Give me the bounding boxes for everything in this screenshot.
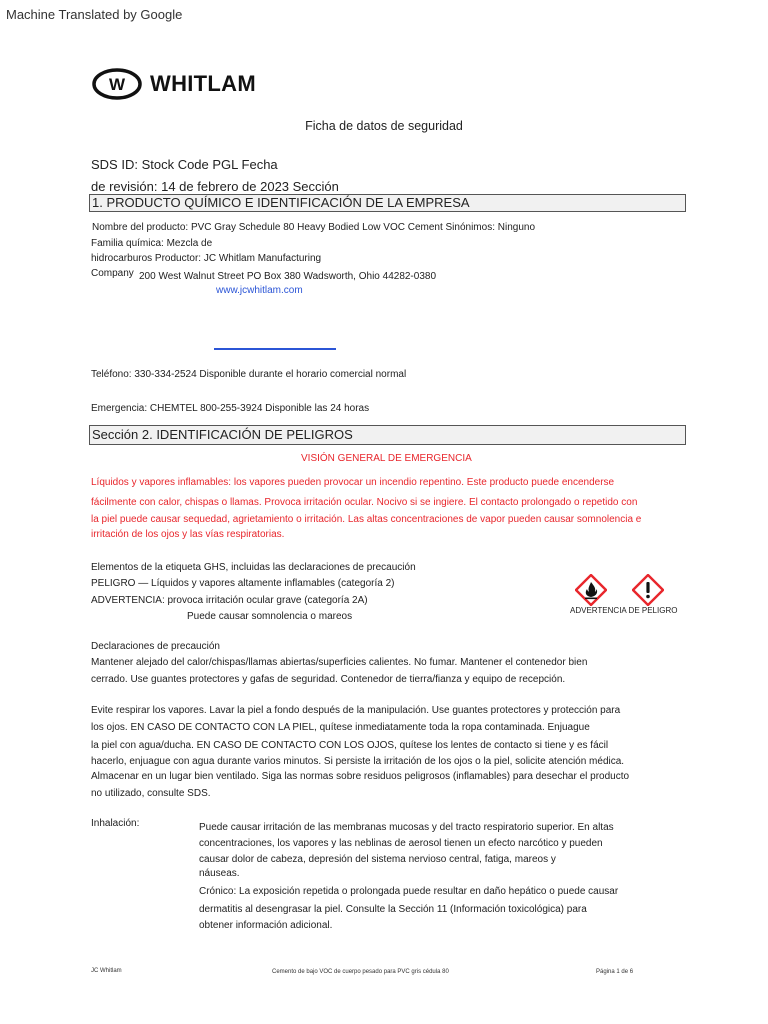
- inhalation-line: náuseas.: [199, 868, 240, 879]
- inhalation-line: Puede causar irritación de las membranas mucosas y del tracto respiratorio superior. En altas: [199, 822, 614, 833]
- response-line: Evite respirar los vapores. Lavar la piel a fondo después de la manipulación. Use guantes protectores y protección para: [91, 705, 621, 716]
- chronic-line: dermatitis al desengrasar la piel. Consulte la Sección 11 (Información toxicológica) para: [199, 904, 587, 915]
- ghs-label-intro: Elementos de la etiqueta GHS, incluidas las declaraciones de precaución: [91, 562, 416, 573]
- section-1-header: 1. PRODUCTO QUÍMICO E IDENTIFICACIÓN DE LA EMPRESA: [89, 194, 686, 212]
- response-line: hacerlo, enjuague con agua durante varios minutos. Si persiste la irritación de los ojos o la piel, solicite atención médica.: [91, 756, 625, 767]
- chemical-family-line-1: Familia química: Mezcla de: [91, 238, 213, 249]
- inhalation-line: causar dolor de cabeza, depresión del sistema nervioso central, fatiga, mareos y: [199, 854, 556, 865]
- document-title: Ficha de datos de seguridad: [305, 119, 463, 133]
- precaution-line: cerrado. Use guantes protectores y gafas de seguridad. Contenedor de tierra/fianza y equipo de recepción.: [91, 674, 566, 685]
- section-2-header: Sección 2. IDENTIFICACIÓN DE PELIGROS: [89, 425, 686, 445]
- response-line: la piel con agua/ducha. EN CASO DE CONTACTO CON LOS OJOS, quítese los lentes de contacto si tiene y es fácil: [91, 740, 609, 751]
- product-name: Nombre del producto: PVC Gray Schedule 80 Heavy Bodied Low VOC Cement Sinónimos: Ninguno: [92, 222, 536, 233]
- precaution-line: Mantener alejado del calor/chispas/llamas abiertas/superficies calientes. No fumar. Mantener el contenedor bien: [91, 657, 588, 668]
- whitlam-logo-mark: [92, 68, 142, 105]
- response-line: no utilizado, consulte SDS.: [91, 788, 211, 799]
- inhalation-line: concentraciones, los vapores y las neblinas de aerosol tienen un efecto narcótico y pueden: [199, 838, 603, 849]
- exclamation-pictogram-icon: [632, 574, 664, 606]
- pictogram-caption: ADVERTENCIA DE PELIGRO: [570, 606, 678, 615]
- emergency-overview-title: VISIÓN GENERAL DE EMERGENCIA: [301, 453, 472, 464]
- inhalation-label: Inhalación:: [91, 818, 140, 829]
- response-line: Almacenar en un lugar bien ventilado. Siga las normas sobre residuos peligrosos (inflamables) para desechar el producto: [91, 771, 630, 782]
- company-website-link[interactable]: www.jcwhitlam.com: [216, 285, 303, 296]
- logo-mark-letter: W: [108, 75, 126, 94]
- danger-statement: PELIGRO — Líquidos y vapores altamente inflamables (categoría 2): [91, 578, 395, 589]
- machine-translated-banner: Machine Translated by Google: [6, 7, 183, 22]
- footer-company: JC Whitlam: [91, 968, 122, 974]
- response-line: los ojos. EN CASO DE CONTACTO CON LA PIEL, quítese inmediatamente toda la ropa contaminada. Enjuague: [91, 722, 590, 733]
- drowsiness-statement: Puede causar somnolencia o mareos: [187, 611, 353, 622]
- revision-date-line: de revisión: 14 de febrero de 2023 Sección: [91, 179, 339, 194]
- chemical-family-line-2: hidrocarburos Productor: JC Whitlam Manufacturing: [91, 253, 322, 264]
- link-underline-rule: [214, 348, 336, 350]
- overview-line: fácilmente con calor, chispas o llamas. Provoca irritación ocular. Nocivo si se ingiere. El contacto prolongado o repetido con: [91, 497, 638, 508]
- overview-line: Líquidos y vapores inflamables: los vapores pueden provocar un incendio repentino. Este producto puede encenderse: [91, 477, 615, 488]
- precaution-title: Declaraciones de precaución: [91, 641, 220, 652]
- chronic-line: obtener información adicional.: [199, 920, 333, 931]
- emergency-line: Emergencia: CHEMTEL 800-255-3924 Disponible las 24 horas: [91, 403, 370, 414]
- overview-line: irritación de los ojos y las vías respiratorias.: [91, 529, 285, 540]
- whitlam-logo-text: WHITLAM: [150, 71, 256, 96]
- sds-id-line: SDS ID: Stock Code PGL Fecha: [91, 157, 278, 172]
- warning-statement: ADVERTENCIA: provoca irritación ocular grave (categoría 2A): [91, 595, 368, 606]
- flame-pictogram-icon: [575, 574, 607, 606]
- company-label: Company: [91, 268, 134, 279]
- phone-line: Teléfono: 330-334-2524 Disponible durante el horario comercial normal: [91, 369, 407, 380]
- footer-page-number: Página 1 de 6: [596, 969, 634, 975]
- chronic-line: Crónico: La exposición repetida o prolongada puede resultar en daño hepático o puede causar: [199, 886, 619, 897]
- footer-product: Cemento de bajo VOC de cuerpo pesado para PVC gris cédula 80: [272, 969, 449, 975]
- overview-line: la piel puede causar sequedad, agrietamiento o irritación. Las altas concentraciones de vapor pueden causar somnolencia e: [91, 514, 642, 525]
- company-address: 200 West Walnut Street PO Box 380 Wadsworth, Ohio 44282-0380: [139, 271, 437, 282]
